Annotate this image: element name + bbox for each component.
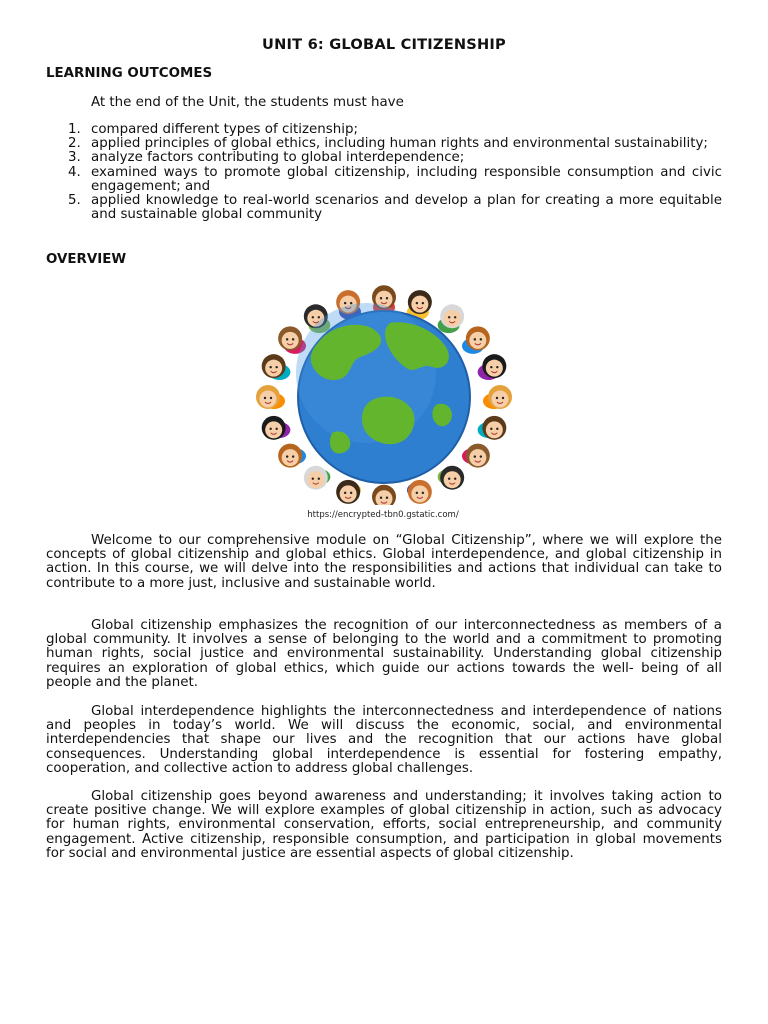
outcome-number: 4. (68, 164, 81, 180)
outcome-item (46, 151, 722, 165)
outcome-text: analyze factors contributing to global interdependence; (91, 150, 465, 166)
outcome-item (46, 137, 722, 151)
learning-outcomes-heading: LEARNING OUTCOMES (46, 66, 213, 81)
person-figure (438, 466, 465, 490)
outcomes-list (46, 123, 722, 222)
person-figure (407, 480, 432, 504)
outcome-item (46, 194, 722, 222)
person-figure (262, 354, 291, 380)
outcome-number: 5. (68, 193, 81, 209)
person-figure (304, 466, 331, 490)
outcome-text: examined ways to promote global citizenship, including responsible consumption and civic engagement; and (91, 164, 722, 194)
outcome-text: applied knowledge to real-world scenarios and develop a plan for creating a more equitable and sustainable global community (91, 193, 722, 223)
global-citizens-illustration (240, 283, 526, 505)
outcomes-intro: At the end of the Unit, the students must have (91, 95, 404, 110)
person-figure (462, 326, 490, 354)
outcome-text: applied principles of global ethics, including human rights and environmental sustainability; (91, 136, 708, 152)
person-figure (256, 385, 285, 409)
outcome-number: 3. (68, 150, 81, 166)
overview-paragraph: Global citizenship emphasizes the recognition of our interconnectedness as members of a global community. It involves a sense of belonging to the world and a commitment to promoting human rights, social justice and environmental sustainability. Understanding global citizenship requires an exploration of global ethics, which guide our actions towards the well- being of all people and the planet. (46, 618, 722, 690)
overview-paragraph: Global citizenship goes beyond awareness and understanding; it involves taking action to create positive change. We will explore examples of global citizenship in action, such as advocacy for human rights, environmental conservation, efforts, social entrepreneurship, and community engagement. Active citizenship, responsible consumption, and participation in global movements for social and environmental justice are essential aspects of global citizenship. (46, 789, 722, 861)
outcome-number: 1. (68, 122, 81, 137)
outcome-item (46, 123, 722, 137)
outcome-item (46, 166, 722, 194)
person-figure (462, 444, 490, 468)
overview-heading: OVERVIEW (46, 252, 127, 267)
overview-paragraph: Welcome to our comprehensive module on “Global Citizenship”, where we will explore the concepts of global citizenship and global ethics. Global interdependence, and global citizenship in action. In this course, we will delve into the responsibilities and actions that individual can take to contribute to a more just, inclusive and sustainable world. (46, 533, 722, 591)
overview-paragraph: Global interdependence highlights the interconnectedness and interdependence of nations and peoples in today’s world. We will discuss the economic, social, and environmental interdependencies that shape our lives and the recognition that our actions have global consequences. Understanding global interdependence is essential for fostering empathy, cooperation, and collective action to address global challenges. (46, 704, 722, 776)
image-source-caption: https://encrypted-tbn0.gstatic.com/ (307, 510, 459, 520)
person-figure (262, 416, 291, 440)
outcome-text: compared different types of citizenship; (91, 122, 358, 137)
person-figure (438, 304, 465, 333)
person-figure (478, 416, 507, 440)
globe-with-people-graphic (240, 283, 526, 505)
person-figure (278, 444, 306, 468)
person-figure (372, 485, 396, 505)
person-figure (483, 385, 512, 409)
person-figure (478, 354, 507, 380)
person-figure (336, 480, 361, 504)
outcome-number: 2. (68, 136, 81, 152)
page-title: UNIT 6: GLOBAL CITIZENSHIP (262, 36, 506, 53)
